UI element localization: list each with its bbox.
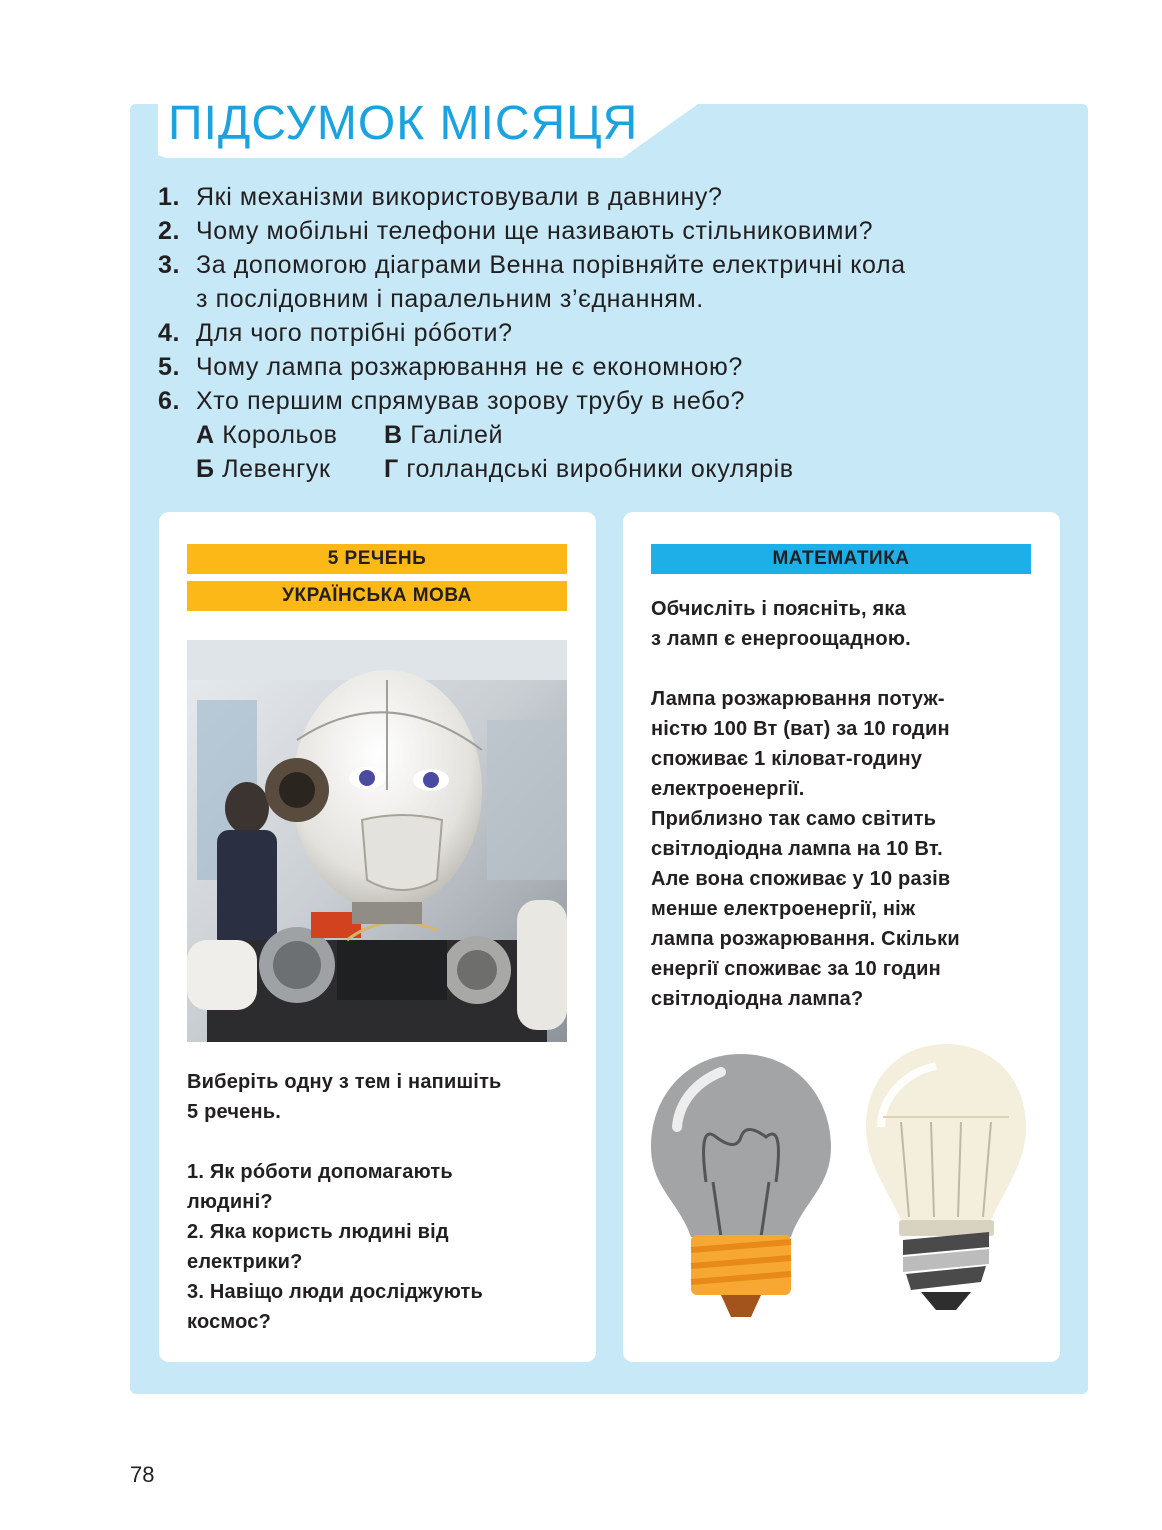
question-number: 1. [158, 183, 181, 211]
answer-option-v: В Галілей [384, 421, 504, 449]
badge-math: МАТЕМАТИКА [651, 544, 1031, 574]
question-number: 5. [158, 353, 181, 381]
bulbs-illustration [651, 1042, 1033, 1332]
body-line: менше електроенергії, ніж [651, 898, 916, 920]
body-line: світлодіодна лампа на 10 Вт. [651, 838, 943, 860]
topic-2-cont: електрики? [187, 1251, 303, 1273]
topic-1: 1. Як рóботи допомагають [187, 1161, 453, 1183]
question-text: Для чого потрібні рóботи? [196, 319, 513, 347]
task-line: з ламп є енергоощадною. [651, 628, 911, 650]
badge-ukrainian-language: УКРАЇНСЬКА МОВА [187, 581, 567, 611]
led-bulb-icon [866, 1044, 1026, 1310]
body-line: Приблизно так само світить [651, 808, 937, 830]
task-intro-line: 5 речень. [187, 1101, 281, 1123]
answer-option-b: Б Левенгук [196, 455, 331, 483]
question-number: 3. [158, 251, 181, 279]
question-text: Які механізми використовували в давнину? [196, 183, 723, 211]
question-5 [158, 350, 1058, 384]
body-line: енергії споживає за 10 годин [651, 958, 941, 980]
question-4 [158, 316, 1058, 350]
body-line: споживає 1 кіловат-годину [651, 748, 923, 770]
question-number: 2. [158, 217, 181, 245]
question-number: 4. [158, 319, 181, 347]
question-text: Чому мобільні телефони ще називають стільниковими? [196, 217, 874, 245]
task-line: Обчисліть і поясніть, яка [651, 598, 906, 620]
task-intro-line: Виберіть одну з тем і напишіть [187, 1071, 502, 1093]
answer-options-row-2 [158, 452, 1058, 486]
incandescent-bulb-icon [651, 1054, 831, 1317]
body-line: електроенергії. [651, 778, 805, 800]
body-line: світлодіодна лампа? [651, 988, 864, 1010]
question-text: Хто першим спрямував зорову трубу в небо? [196, 387, 746, 415]
page-title: ПІДСУМОК МІСЯЦЯ [168, 97, 639, 150]
body-line: лампа розжарювання. Скільки [651, 928, 960, 950]
math-card [623, 512, 1060, 1362]
answer-options-row-1 [158, 418, 1058, 452]
language-card [159, 512, 596, 1362]
question-text: з послідовним і паралельним з’єднанням. [196, 285, 704, 313]
answer-option-g: Г голландські виробники окулярів [384, 455, 794, 483]
answer-option-a: А Корольов [196, 421, 338, 449]
question-1 [158, 180, 1058, 214]
questions-list [158, 180, 1058, 486]
math-task [651, 594, 1051, 1014]
body-line: Але вона споживає у 10 разів [651, 868, 951, 890]
robot-photo [187, 640, 567, 1042]
body-line: Лампа розжарювання потуж- [651, 688, 945, 710]
language-task [187, 1067, 587, 1337]
page-number: 78 [130, 1462, 155, 1487]
question-text: За допомогою діаграми Венна порівняйте електричні кола [196, 251, 906, 279]
question-number: 6. [158, 387, 181, 415]
question-3 [158, 248, 1058, 316]
topic-3: 3. Навіщо люди досліджують [187, 1281, 484, 1303]
badge-five-sentences: 5 РЕЧЕНЬ [187, 544, 567, 574]
topic-3-cont: космос? [187, 1311, 272, 1333]
topic-1-cont: людині? [187, 1191, 273, 1213]
question-text: Чому лампа розжарювання не є економною? [196, 353, 743, 381]
question-6 [158, 384, 1058, 418]
body-line: ністю 100 Вт (ват) за 10 годин [651, 718, 950, 740]
topic-2: 2. Яка користь людині від [187, 1221, 449, 1243]
question-2 [158, 214, 1058, 248]
